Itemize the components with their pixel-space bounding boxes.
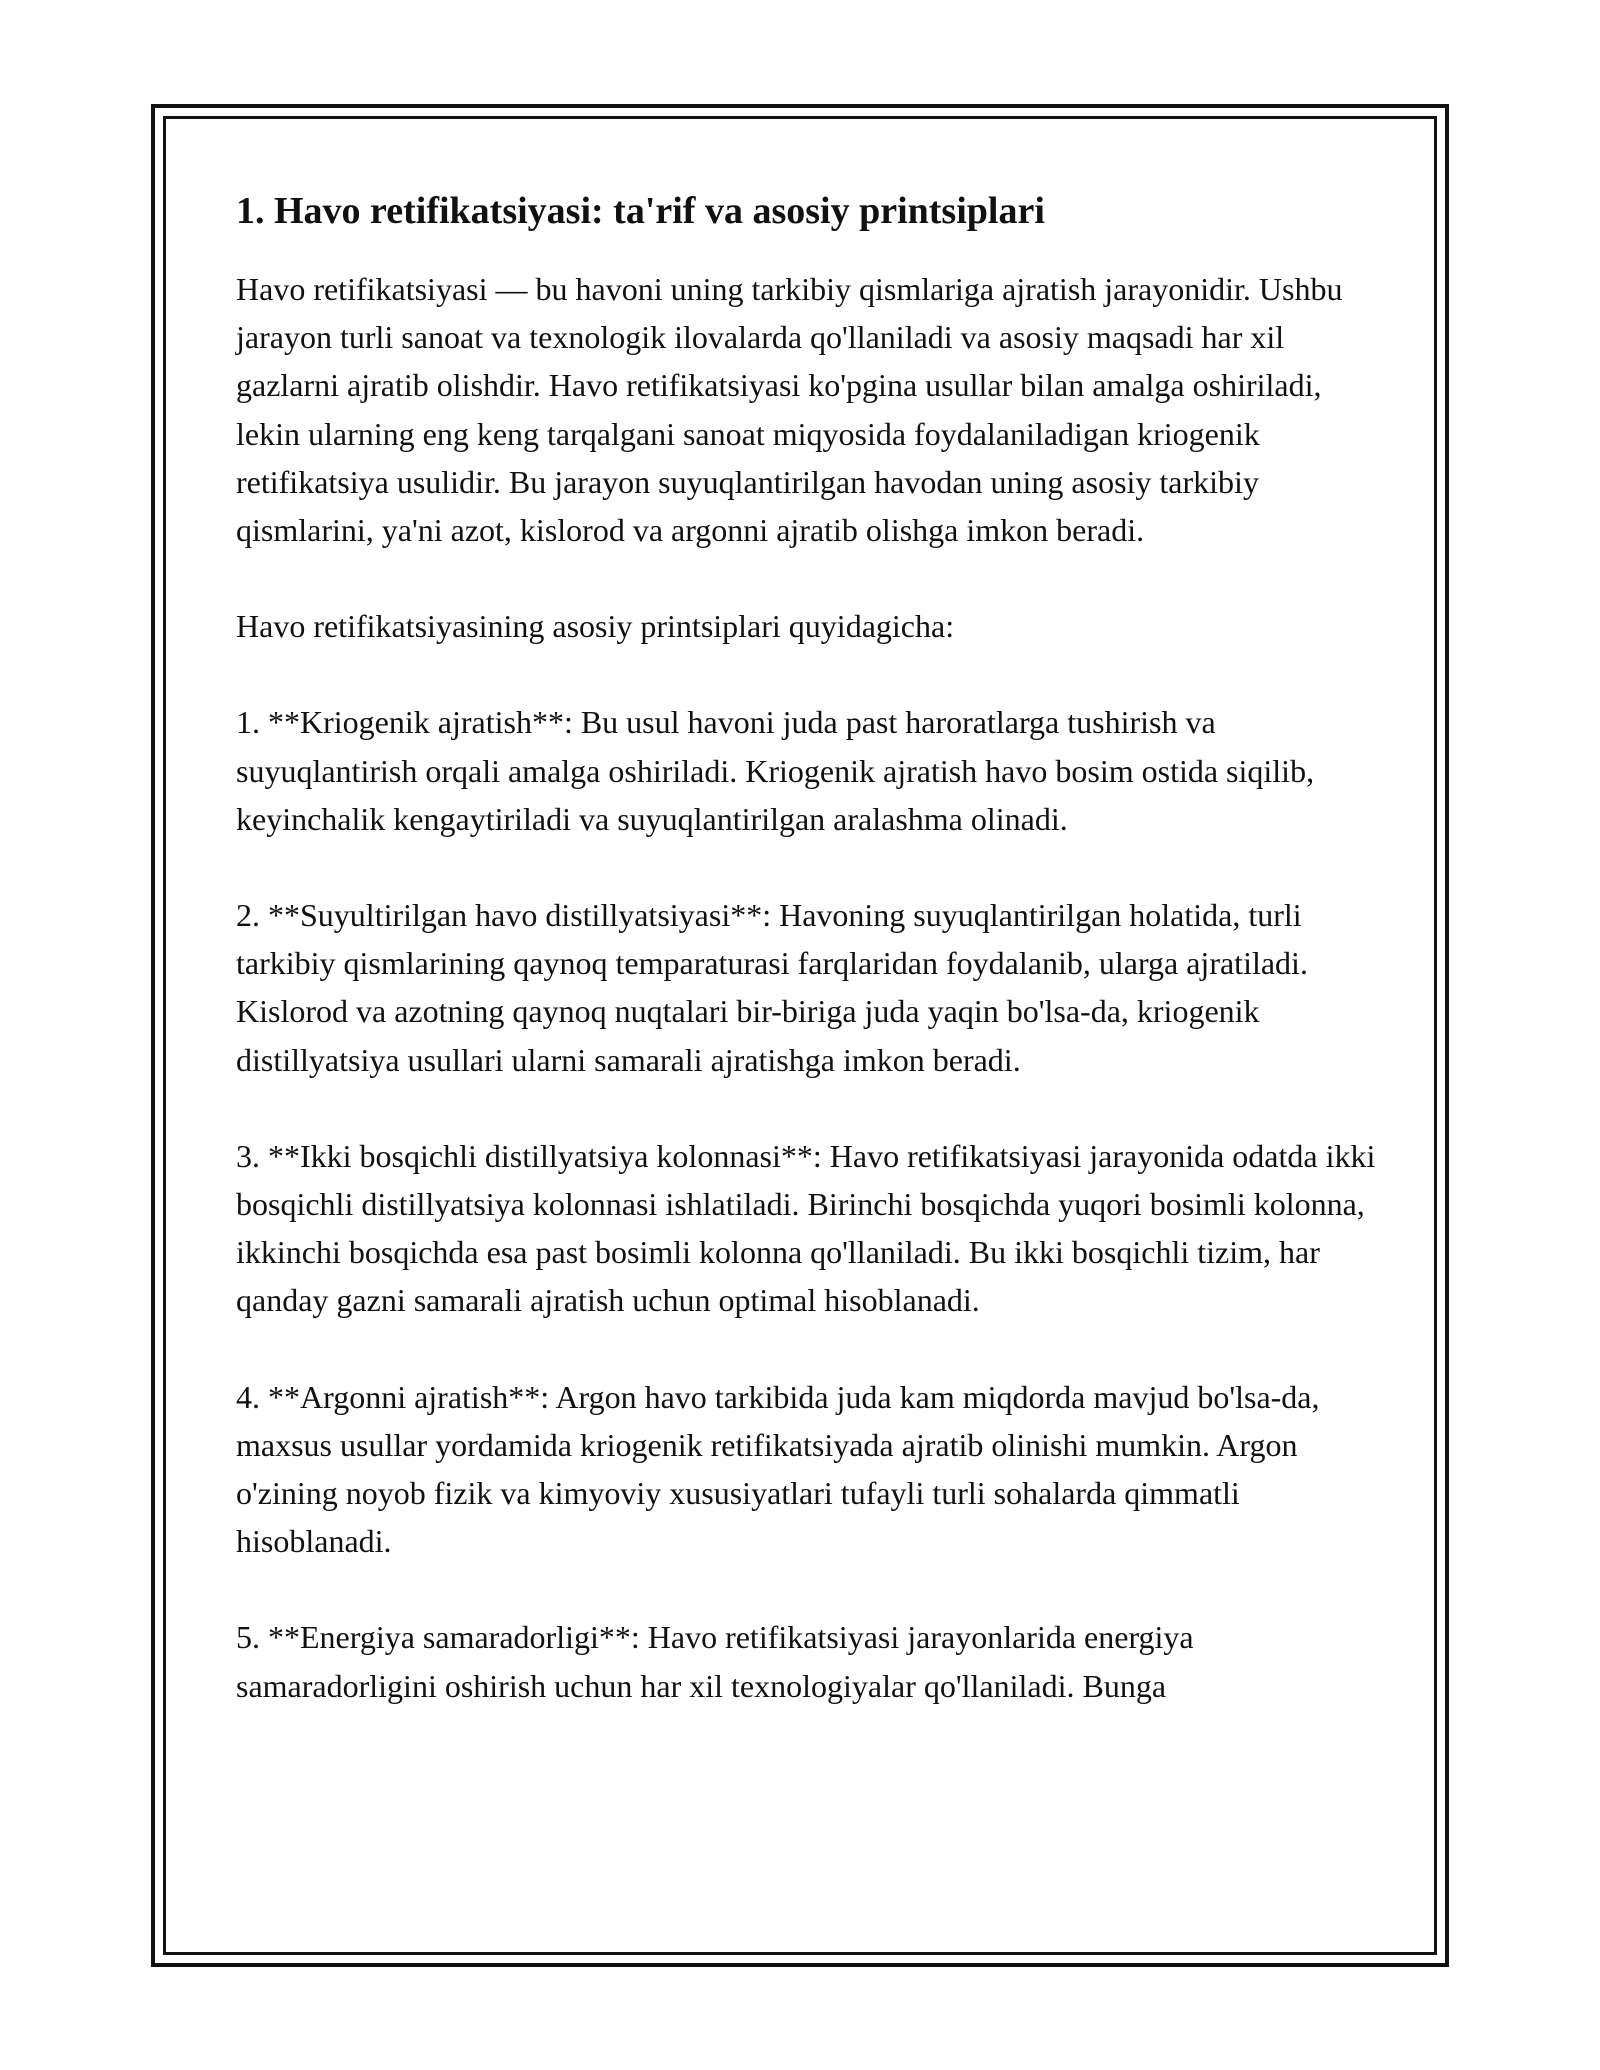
intro-paragraph: Havo retifikatsiyasi — bu havoni uning tarkibiy qismlariga ajratish jarayonidir. Ushbu jarayon turli sanoat va texnologik ilovalarda qo'llaniladi va asosiy maqsadi har xil gazlarni ajratib olishdir. Havo retifikatsiyasi ko'pgina usullar bilan amalga oshiriladi, lekin ularning eng keng tarqalgani sanoat miqyosida foydalaniladigan kriogenik retifikatsiya usulidir. Bu jarayon suyuqlantirilgan havodan uning asosiy tarkibiy qismlarini, ya'ni azot, kislorod va argonni ajratib olishga imkon beradi. [236,271,1343,549]
principle-4-paragraph: 4. **Argonni ajratish**: Argon havo tarkibida juda kam miqdorda mavjud bo'lsa-da, maxsus usullar yordamida kriogenik retifikatsiyada ajratib olinishi mumkin. Argon o'zining noyob fizik va kimyoviy xususiyatlari tufayli turli sohalarda qimmatli hisoblanadi. [236,1378,1320,1560]
document-body [236,186,1386,1758]
principles-lead-paragraph: Havo retifikatsiyasining asosiy printsiplari quyidagicha: [236,608,955,645]
principle-2-paragraph: 2. **Suyultirilgan havo distillyatsiyasi**: Havoning suyuqlantirilgan holatida, turli tarkibiy qismlarining qaynoq temparaturasi farqlaridan foydalanib, ularga ajratiladi. Kislorod va azotning qaynoq nuqtalari bir-biriga juda yaqin bo'lsa-da, kriogenik distillyatsiya usullari ularni samarali ajratishga imkon beradi. [236,897,1308,1078]
principle-1-paragraph: 1. **Kriogenik ajratish**: Bu usul havoni juda past haroratlarga tushirish va suyuqlantirish orqali amalga oshiriladi. Kriogenik ajratish havo bosim ostida siqilib, keyinchalik kengaytiriladi va suyuqlantirilgan aralashma olinadi. [236,704,1315,837]
principle-5-paragraph: 5. **Energiya samaradorligi**: Havo retifikatsiyasi jarayonlarida energiya samaradorligini oshirish uchun har xil texnologiyalar qo'llaniladi. Bunga [236,1619,1194,1704]
section-heading: 1. Havo retifikatsiyasi: ta'rif va asosiy printsiplari [236,190,1045,232]
principle-3-paragraph: 3. **Ikki bosqichli distillyatsiya kolonnasi**: Havo retifikatsiyasi jarayonida odatda ikki bosqichli distillyatsiya kolonnasi ishlatiladi. Birinchi bosqichda yuqori bosimli kolonna, ikkinchi bosqichda esa past bosimli kolonna qo'llaniladi. Bu ikki bosqichli tizim, har qanday gazni samarali ajratish uchun optimal hisoblanadi. [236,1137,1376,1319]
